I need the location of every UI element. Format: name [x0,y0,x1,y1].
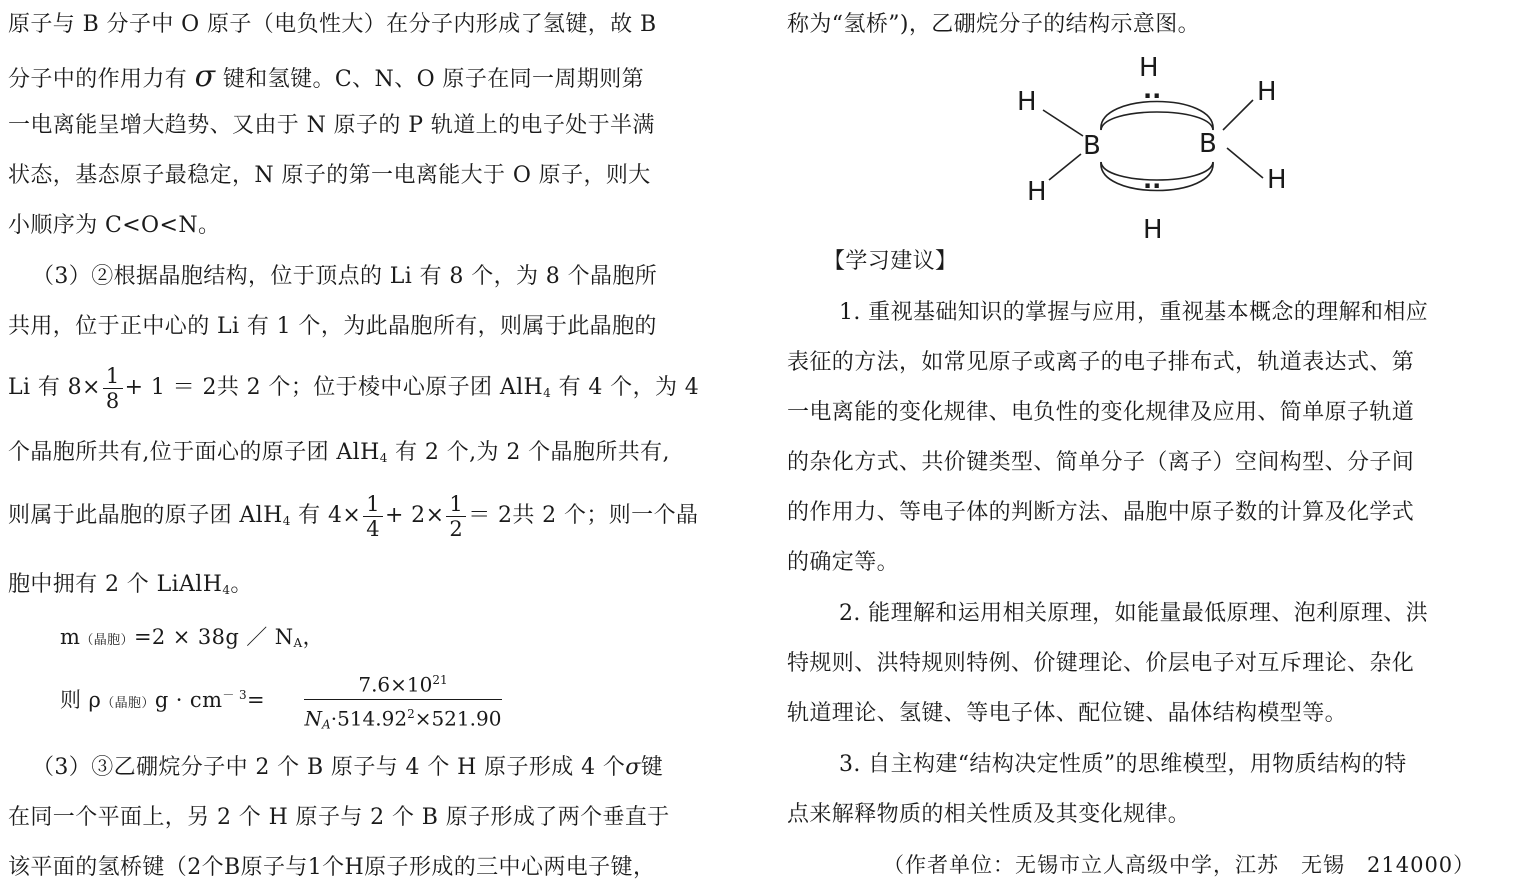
text-span: m [60,625,81,649]
text-line: 一电离能呈增大趋势、又由于 N 原子的 P 轨道上的电子处于半满 [8,113,655,138]
subscript: 4 [282,514,291,528]
subscript: （晶胞） [80,633,134,648]
text-span: 键和氢键。C、N、O 原子在同一周期则第 [222,67,645,92]
text-span: ＝ 2 [468,503,513,528]
text-span: 个晶胞所共有,位于面心的原子团 AlH [8,440,380,465]
atom-h-upper-right: H [1257,77,1277,107]
text-span: 7.6×10 [358,672,433,697]
text-line: 的确定等。 [787,550,900,575]
electron-pair-top: ·· [1143,82,1162,110]
text-span: + 2× [384,503,445,528]
formula-line-li-count [8,358,699,423]
top-bridge-inner-arc [1101,112,1213,130]
atom-h-lower-left: H [1027,177,1047,207]
text-line [32,753,663,783]
text-line [8,59,645,95]
text-span: 则属于此晶胞的原子团 AlH [8,503,283,528]
text-span: 有 2 个,为 2 个晶胞所共有, [387,440,670,465]
bond-b-h-upper-right [1223,100,1253,130]
text-span: 胞中拥有 2 个 LiAlH [8,572,223,597]
fraction-numerator: 1 [363,492,383,517]
atom-h-lower-right: H [1267,165,1287,195]
fraction-one-half [446,492,466,541]
text-line: 点来解释物质的相关性质及其变化规律。 [787,802,1191,827]
author-affiliation: （作者单位：无锡市立人高级中学，江苏 无锡 214000） [883,853,1476,877]
atom-h-top: H [1139,53,1159,83]
text-line: 1. 重视基础知识的掌握与应用，重视基本概念的理解和相应 [839,300,1429,325]
text-span: ×521.90 [414,706,502,731]
text-line: （3）②根据晶胞结构，位于顶点的 Li 有 8 个，为 8 个晶胞所 [32,264,658,289]
text-line: 小顺序为 C<O<N。 [8,213,221,238]
formula-line-alh4-count [8,486,698,551]
density-formula-left [60,680,265,719]
fraction-denominator: 4 [366,516,380,541]
text-span: N [304,706,323,731]
subscript: A [293,636,303,650]
text-span: =2 × 38g ／ N [133,625,294,649]
text-line: 原子与 B 分子中 O 原子（电负性大）在分子内形成了氢键，故 B [8,12,657,37]
density-fraction [304,666,502,738]
subscript: 4 [543,386,552,400]
bond-b-h-upper-left [1043,110,1083,136]
density-numerator [304,666,502,700]
fraction-denominator: 8 [105,388,120,413]
mass-formula [60,622,324,658]
text-line: 轨道理论、氢键、等电子体、配位键、晶体结构模型等。 [787,701,1348,726]
text-line: 在同一个平面上，另 2 个 H 原子与 2 个 B 原子形成了两个垂直于 [8,805,670,830]
bond-b-h-lower-right [1227,148,1263,178]
fraction-numerator: 1 [446,492,466,517]
text-span: = [247,688,266,712]
text-span: 。 [230,572,253,597]
text-line: 状态，基态原子最稳定，N 原子的第一电离能大于 O 原子，则大 [8,163,651,188]
fraction-denominator: 2 [449,516,464,541]
text-line: 一电离能的变化规律、电负性的变化规律及应用、简单原子轨道 [787,400,1415,425]
fraction-numerator: 1 [103,364,123,389]
superscript: － 3 [222,688,248,702]
fraction-one-quarter [363,492,383,541]
text-span: Li 有 8× [8,375,101,400]
text-line: 称为“氢桥”)，乙硼烷分子的结构示意图。 [787,12,1201,37]
text-span: ·514.92 [330,706,408,731]
text-line: 的作用力、等电子体的判断方法、晶胞中原子数的计算及化学式 [787,500,1415,525]
text-line: 2. 能理解和运用相关原理，如能量最低原理、泡利原理、洪 [839,601,1429,626]
density-denominator [304,700,502,739]
fraction-one-eighth [103,364,123,413]
atom-b-left: B [1083,131,1101,161]
diborane-structure-diagram [1005,48,1305,244]
text-span: 分子中的作用力有 [8,67,188,92]
text-line: 表征的方法，如常见原子或离子的电子排布式，轨道表达式、第 [787,350,1415,375]
subscript: 4 [222,583,231,597]
text-span: 有 4× [290,503,362,528]
text-line [8,438,670,473]
electron-pair-bottom: ·· [1143,172,1162,200]
text-span: 键 [640,755,664,780]
text-span: （3）③乙硼烷分子中 2 个 B 原子与 4 个 H 原子形成 4 个 [32,755,626,780]
subscript: A [322,717,331,732]
text-span: 有 4 个，为 4 [551,375,700,400]
sigma-symbol: σ [194,59,216,94]
text-line: 的杂化方式、共价键类型、简单分子（离子）空间构型、分子间 [787,450,1415,475]
text-line: 3. 自主构建“结构决定性质”的思维模型，用物质结构的特 [839,752,1407,777]
superscript: 21 [432,673,448,687]
subscript: （晶胞） [101,696,155,711]
section-heading: 【学习建议】 [823,249,958,274]
text-line: 该平面的氢桥键（2个B原子与1个H原子形成的三中心两电子键， [8,855,656,880]
sigma-symbol: σ [625,755,641,780]
text-span: ， [302,625,325,649]
text-line: 特规则、洪特规则特例、价键理论、价层电子对互斥理论、杂化 [787,651,1415,676]
text-span: 共 2 个；则一个晶 [512,503,699,528]
text-span: g · cm [154,688,223,712]
atom-h-bottom: H [1143,215,1163,244]
text-line [8,570,253,605]
atom-h-upper-left: H [1017,87,1037,117]
text-span: 则 ρ [60,688,102,712]
text-span: + 1 ＝ 2共 2 个；位于棱中心原子团 AlH [124,375,544,400]
atom-b-right: B [1199,129,1217,159]
text-line: 共用，位于正中心的 Li 有 1 个，为此晶胞所有，则属于此晶胞的 [8,314,657,339]
superscript: 2 [407,706,415,721]
bond-b-h-lower-left [1049,154,1081,180]
electron-dots [1143,82,1161,200]
subscript: 4 [379,451,388,465]
